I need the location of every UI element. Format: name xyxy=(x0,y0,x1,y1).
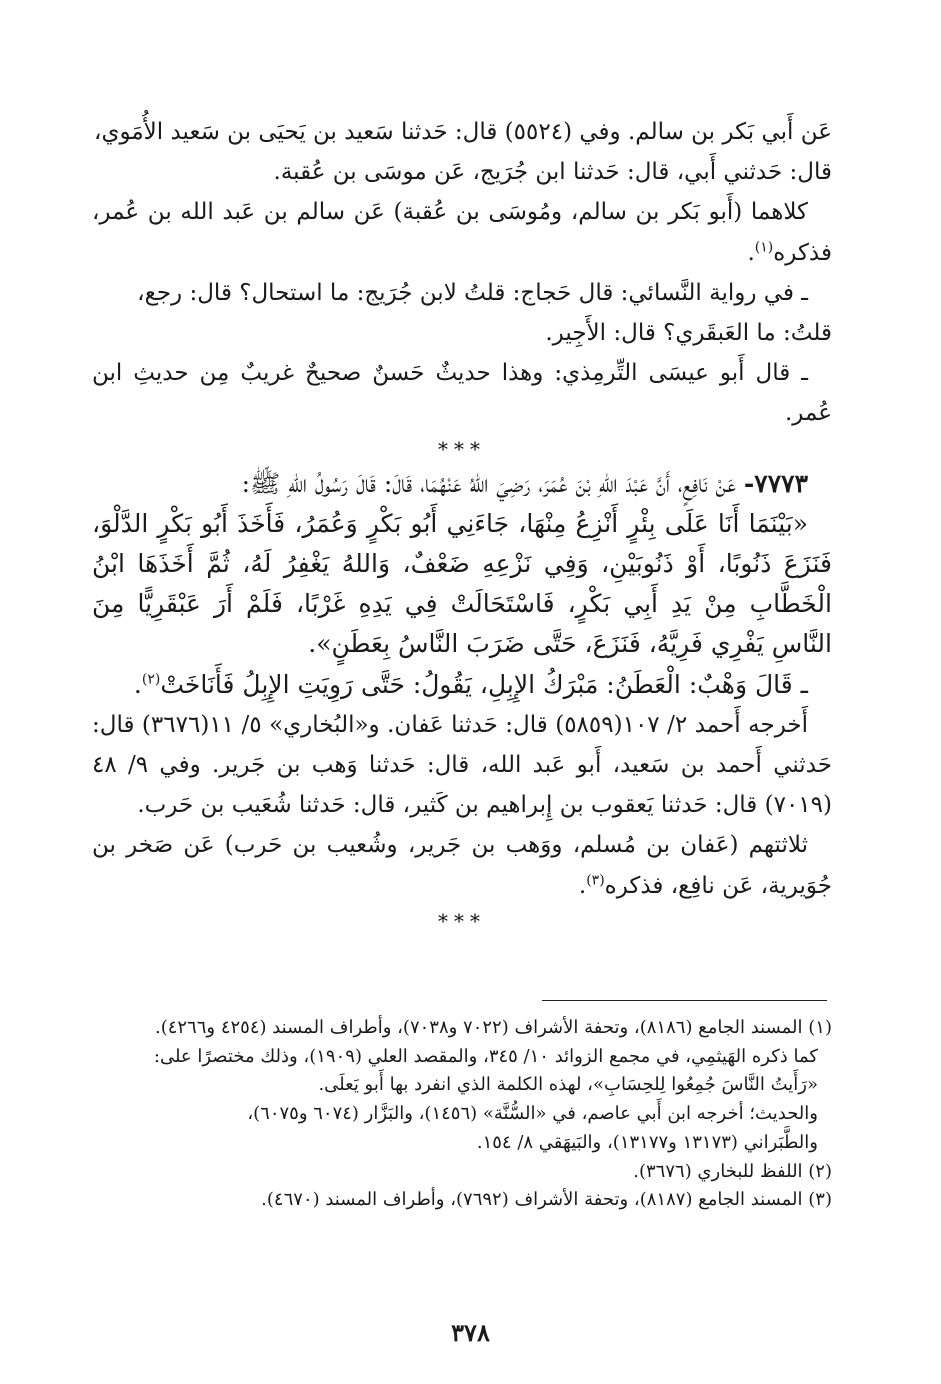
footnote-ref[interactable]: (٢) xyxy=(141,671,161,688)
footnote-1-line: والحديث؛ أخرجه ابن أَبي عاصم، في «السُّنَّة» (١٤٥٦)، والبَزَّار (٦٠٧٤ و٦٠٧٥)، xyxy=(247,1103,818,1125)
footnote-2: (٢) اللفظ للبخاري (٣٦٧٦). xyxy=(633,1160,832,1182)
takhrij-paragraph: أَخرجه أَحمد ٢/ ١٠٧(٥٨٥٩) قال: حَدثنا عَفان. و«البُخاري» ٥/ ١١(٣٦٧٦) قال: حَدثني أَحمد بن سَعيد، أَبو عَبد الله، قال: حَدثنا وَهب بن جَرير. وفي ٩/ ٤٨ (٧٠١٩) قال: حَدثنا يَعقوب بن إِبراهيم بن كَثير، قال: حَدثنا شُعَيب بن حَرب. xyxy=(92,711,832,819)
footnote-ref[interactable]: (٣) xyxy=(586,872,605,888)
paragraph-text: كلاهما (أَبو بَكر بن سالم، ومُوسَى بن عُقبة) عَن سالم بن عَبد الله بن عُمر، فذكره xyxy=(92,199,832,266)
footnote-1-line: والطَّبَراني (١٣١٧٣ و١٣١٧٧)، والبَيهَقي ٨/ ١٥٤. xyxy=(476,1131,818,1153)
paragraph-line: قال: حَدثني أَبي، قال: حَدثنا ابن جُرَيج، عَن موسَى بن عُقبة. xyxy=(273,159,832,186)
paragraph-text: ثلاثتهم (عَفان بن مُسلم، ووَهب بن جَرير، وشُعيب بن حَرب) عَن صَخر بن جُوَيرية، عَن نافِع، فذكره xyxy=(92,832,832,899)
wahb-comment: ـ قَالَ وَهْبٌ: الْعَطَنُ: مَبْرَكُ الإِبِلِ، يَقُولُ: حَتَّى رَوِيَتِ الإِبِلُ فَأَنَاخَتْ$^{(٢)}$. xyxy=(133,669,808,699)
footnote-3: (٣) المسند الجامع (٨١٨٧)، وتحفة الأشراف (٧٦٩٢)، وأطراف المسند (٤٦٧٠). xyxy=(261,1189,832,1211)
main-text xyxy=(92,112,832,936)
paragraph: ثلاثتهم (عَفان بن مُسلم، ووَهب بن جَرير، وشُعيب بن حَرب) عَن صَخر بن جُوَيرية، عَن نافِع، فذكره$^{(٣)}$. xyxy=(92,832,832,899)
footnote-1-line: كما ذكره الهَيثمِي، في مجمع الزوائد ١٠/ ٣٤٥، والمقصد العلي (١٩٠٩)، وذلك مختصرًا على: xyxy=(153,1045,818,1067)
section-separator: *** xyxy=(438,908,486,933)
hadith-intro: عَنْ نَافِعٍ، أَنَّ عَبْدَ اللهِ بْنَ عُمَرَ، رَضِيَ اللهُ عَنْهُمَا، قَالَ: قَالَ رَسُولُ اللهِ ﷺ: xyxy=(241,468,736,498)
footnotes xyxy=(92,1014,832,1215)
paragraph-line: ـ في رواية النَّسائي: قال حَجاج: قلتُ لابن جُرَيج: ما استحال؟ قال: رجع، xyxy=(137,279,808,306)
footnote-ref[interactable]: (١) xyxy=(754,238,774,255)
paragraph-line: قلتُ: ما العَبقَري؟ قال: الأَجِير. xyxy=(545,320,832,347)
paragraph: كلاهما (أَبو بَكر بن سالم، ومُوسَى بن عُقبة) عَن سالم بن عَبد الله بن عُمر، فذكره$^{(١)}$. xyxy=(92,199,832,266)
section-separator: *** xyxy=(438,436,486,461)
footnote-1: (١) المسند الجامع (٨١٨٦)، وتحفة الأشراف (٧٠٢٢ و٧٠٣٨)، وأطراف المسند (٤٢٥٤ و٤٢٦٦). xyxy=(154,1017,832,1038)
footnote-divider xyxy=(542,1000,827,1001)
wahb-text: ـ قَالَ وَهْبٌ: الْعَطَنُ: مَبْرَكُ الإِبِلِ، يَقُولُ: حَتَّى رَوِيَتِ الإِبِلُ فَأَنَاخَتْ xyxy=(160,669,808,699)
page-number: ٣٧٨ xyxy=(451,1318,490,1347)
hadith-heading xyxy=(92,464,832,504)
footnote-1-line: «رَأَيتُ النَّاسَ جُمِعُوا لِلحِسَابِ»، لهذه الكلمة الذي انفرد بها أَبو يَعلَى. xyxy=(318,1074,818,1096)
hadith-matn: «بَيْنَمَا أَنَا عَلَى بِئْرٍ أَنْزِعُ مِنْهَا، جَاءَنِي أَبُو بَكْرٍ وَعُمَرُ، فَأَخَذَ أَبُو بَكْرٍ الدَّلْوَ، فَنَزَعَ ذَنُوبًا، أَوْ ذَنُوبَيْنِ، وَفِي نَزْعِهِ ضَعْفٌ، وَاللهُ يَغْفِرُ لَهُ، ثُمَّ أَخَذَهَا ابْنُ الْخَطَّابِ مِنْ يَدِ أَبِي بَكْرٍ، فَاسْتَحَالَتْ فِي يَدِهِ غَرْبًا، فَلَمْ أَرَ عَبْقَرِيًّا مِنَ النَّاسِ يَفْرِي فَرِيَّهُ، فَنَزَعَ، حَتَّى ضَرَبَ النَّاسُ بِعَطَنٍ». xyxy=(92,508,832,659)
hadith-number: ٧٧٧٣- xyxy=(743,468,808,498)
paragraph-line: عَن أَبي بَكر بن سالم. وفي (٥٥٢٤) قال: حَدثنا سَعيد بن يَحيَى بن سَعيد الأُمَوي، xyxy=(94,119,832,145)
paragraph: ـ قال أَبو عيسَى التِّرمِذي: وهذا حديثٌ حَسنٌ صحيحٌ غريبٌ مِن حديثِ ابن عُمر. xyxy=(92,360,832,427)
